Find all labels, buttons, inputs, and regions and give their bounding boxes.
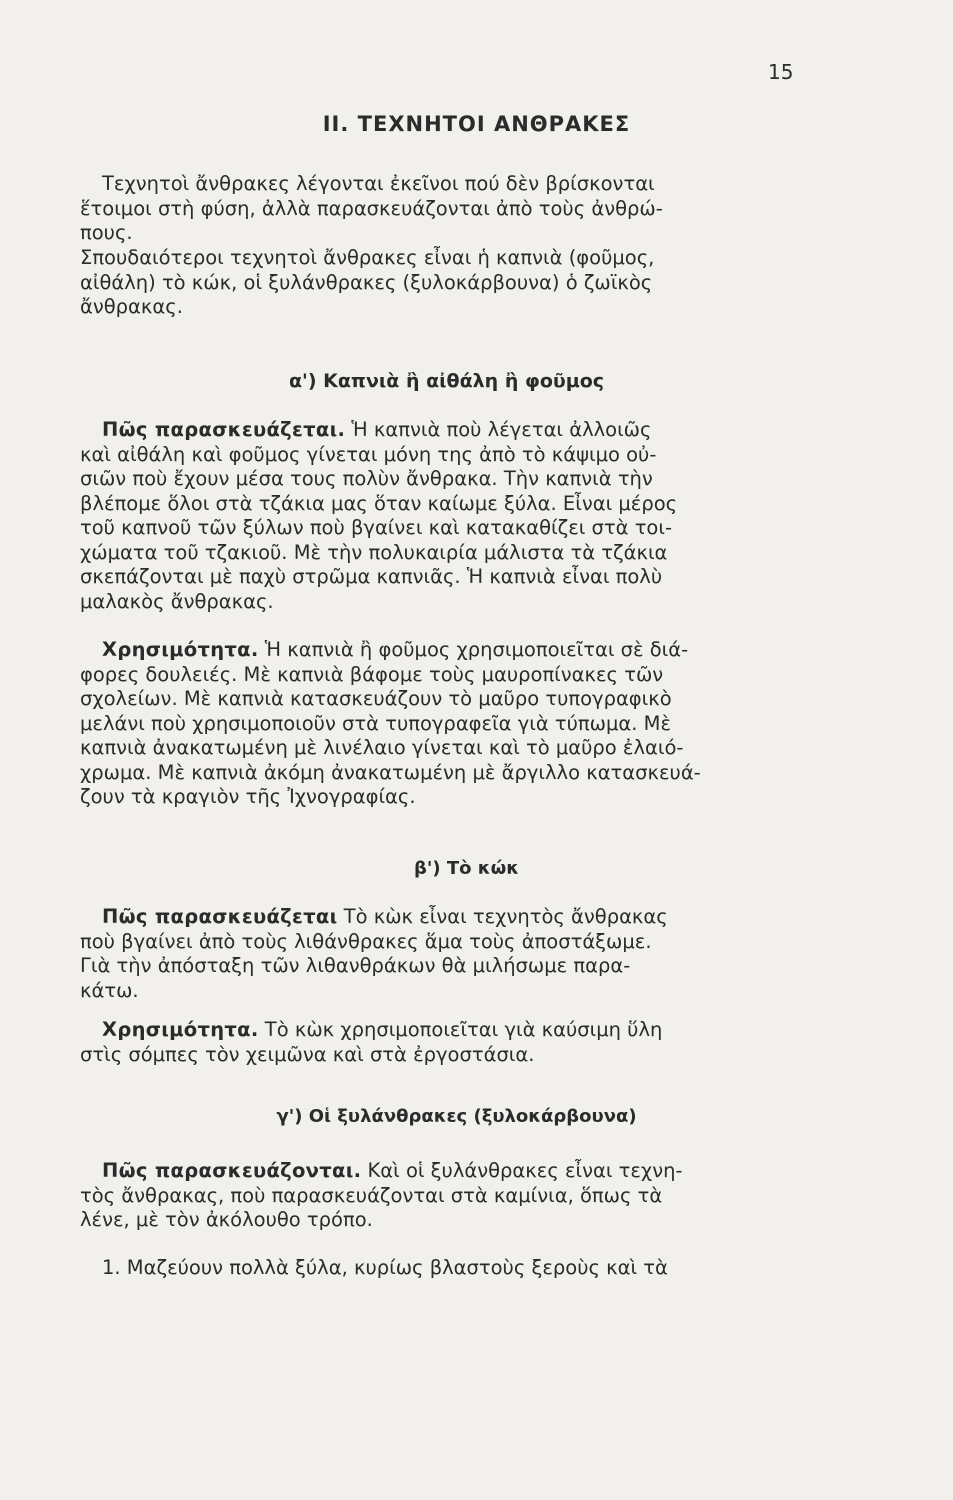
text-line: ἄνθρακας. <box>80 295 183 318</box>
text-line: χρωμα. Μὲ καπνιὰ ἀκόμη ἀνακατωμένη μὲ ἄργιλλο κατασκευά- <box>80 760 701 784</box>
text-line: καπνιὰ ἀνακατωμένη μὲ λινέλαιο γίνεται καὶ τὸ μαῦρο ἐλαιό- <box>80 736 684 759</box>
text-line: ποὺ βγαίνει ἀπὸ τοὺς λιθάνθρακες ἅμα τοὺς ἀποστάξωμε. <box>80 929 652 953</box>
text-line: στὶς σόμπες τὸν χειμῶνα καὶ στὰ ἐργοστάσια. <box>80 1042 535 1066</box>
section-b-heading: β') Τὸ κώκ <box>413 858 520 879</box>
section-c-step-1 <box>80 1256 815 1281</box>
section-a-preparation <box>80 418 815 614</box>
section-a-usage <box>80 638 815 810</box>
text-line: αἰθάλη) τὸ κώκ, οἱ ξυλάνθρακες (ξυλοκάρβουνα) ὁ ζωϊκὸς <box>80 270 653 294</box>
text-line: λένε, μὲ τὸν ἀκόλουθο τρόπο. <box>80 1208 373 1231</box>
chapter-title: II. ΤΕΧΝΗΤΟΙ ΑΝΘΡΑΚΕΣ <box>322 112 631 136</box>
text-fragment: Ἡ καπνιὰ ἢ φοῦμος χρησιμοποιεῖται σὲ διά- <box>264 638 689 661</box>
text-line: ζουν τὰ κραγιὸν τῆς Ἰχνογραφίας. <box>80 785 416 808</box>
usage-lead: Χρησιμότητα. <box>102 638 259 661</box>
text-line: κάτω. <box>80 978 139 1002</box>
text-line: Σπουδαιότεροι τεχνητοὶ ἄνθρακες εἶναι ἡ καπνιὰ (φοῦμος, <box>80 246 655 269</box>
text-line <box>80 638 815 663</box>
text-line: φορες δουλειές. Μὲ καπνιὰ βάφομε τοὺς μαυροπίνακες τῶν <box>80 662 664 686</box>
text-fragment: Καὶ οἱ ξυλάνθρακες εἶναι τεχνη- <box>367 1159 683 1182</box>
text-line: σχολείων. Μὲ καπνιὰ κατασκευάζουν τὸ μαῦρο τυπογραφικὸ <box>80 687 672 710</box>
section-c-preparation <box>80 1159 815 1233</box>
intro-paragraph-1 <box>80 172 815 246</box>
text-line: σιῶν ποὺ ἔχουν μέσα τους πολὺν ἄνθρακα. Τὴν καπνιὰ τὴν <box>80 467 653 490</box>
text-line <box>80 1018 815 1043</box>
intro-paragraph-2 <box>80 246 815 320</box>
text-line: 1. Μαζεύουν πολλὰ ξύλα, κυρίως βλαστοὺς ξεροὺς καὶ τὰ <box>102 1256 668 1279</box>
text-fragment: Ἡ καπνιὰ ποὺ λέγεται ἀλλοιῶς <box>351 418 652 441</box>
text-line: Τεχνητοὶ ἄνθρακες λέγονται ἐκεῖνοι πού δὲν βρίσκονται <box>102 172 655 195</box>
text-line <box>80 1159 815 1184</box>
text-line: τὸς ἄνθρακας, ποὺ παρασκευάζονται στὰ καμίνια, ὅπως τὰ <box>80 1183 663 1207</box>
section-a-heading: α') Καπνιὰ ἢ αἰθάλη ἢ φοῦμος <box>288 370 605 392</box>
page-number: 15 <box>768 60 794 84</box>
text-fragment: Τὸ κὼκ εἶναι τεχνητὸς ἄνθρακας <box>343 905 668 928</box>
section-b-usage <box>80 1018 815 1067</box>
section-c-heading: γ') Οἱ ξυλάνθρακες (ξυλοκάρβουνα) <box>276 1106 637 1127</box>
preparation-lead: Πῶς παρασκευάζεται. <box>102 418 346 441</box>
text-line: μαλακὸς ἄνθρακας. <box>80 589 274 613</box>
section-b-preparation <box>80 905 815 1003</box>
preparation-lead: Πῶς παρασκευάζεται <box>102 905 338 928</box>
usage-lead: Χρησιμότητα. <box>102 1018 259 1041</box>
text-line: χώματα τοῦ τζακιοῦ. Μὲ τὴν πολυκαιρία μάλιστα τὰ τζάκια <box>80 540 668 564</box>
text-line: ἕτοιμοι στὴ φύση, ἀλλὰ παρασκευάζονται ἀπὸ τοὺς ἀνθρώ- <box>80 196 663 220</box>
text-line: τοῦ καπνοῦ τῶν ξύλων ποὺ βγαίνει καὶ κατακαθίζει στὰ τοι- <box>80 516 672 539</box>
text-line: Γιὰ τὴν ἀπόσταξη τῶν λιθανθράκων θὰ μιλήσωμε παρα- <box>80 954 631 977</box>
text-line: σκεπάζονται μὲ παχὺ στρῶμα καπνιᾶς. Ἡ καπνιὰ εἶναι πολὺ <box>80 565 663 588</box>
text-line <box>80 905 815 930</box>
text-line: καὶ αἰθάλη καὶ φοῦμος γίνεται μόνη της ἀπὸ τὸ κάψιμο οὐ- <box>80 442 657 466</box>
preparation-lead: Πῶς παρασκευάζονται. <box>102 1159 362 1182</box>
text-line <box>80 418 815 443</box>
text-line: μελάνι ποὺ χρησιμοποιοῦν στὰ τυπογραφεῖα γιὰ τύπωμα. Μὲ <box>80 711 672 735</box>
text-line: πους. <box>80 221 133 244</box>
text-line: βλέπομε ὅλοι στὰ τζάκια μας ὅταν καίωμε ξύλα. Εἶναι μέρος <box>80 491 678 515</box>
text-fragment: Τὸ κὼκ χρησιμοποιεῖται γιὰ καύσιμη ὕλη <box>264 1018 663 1041</box>
